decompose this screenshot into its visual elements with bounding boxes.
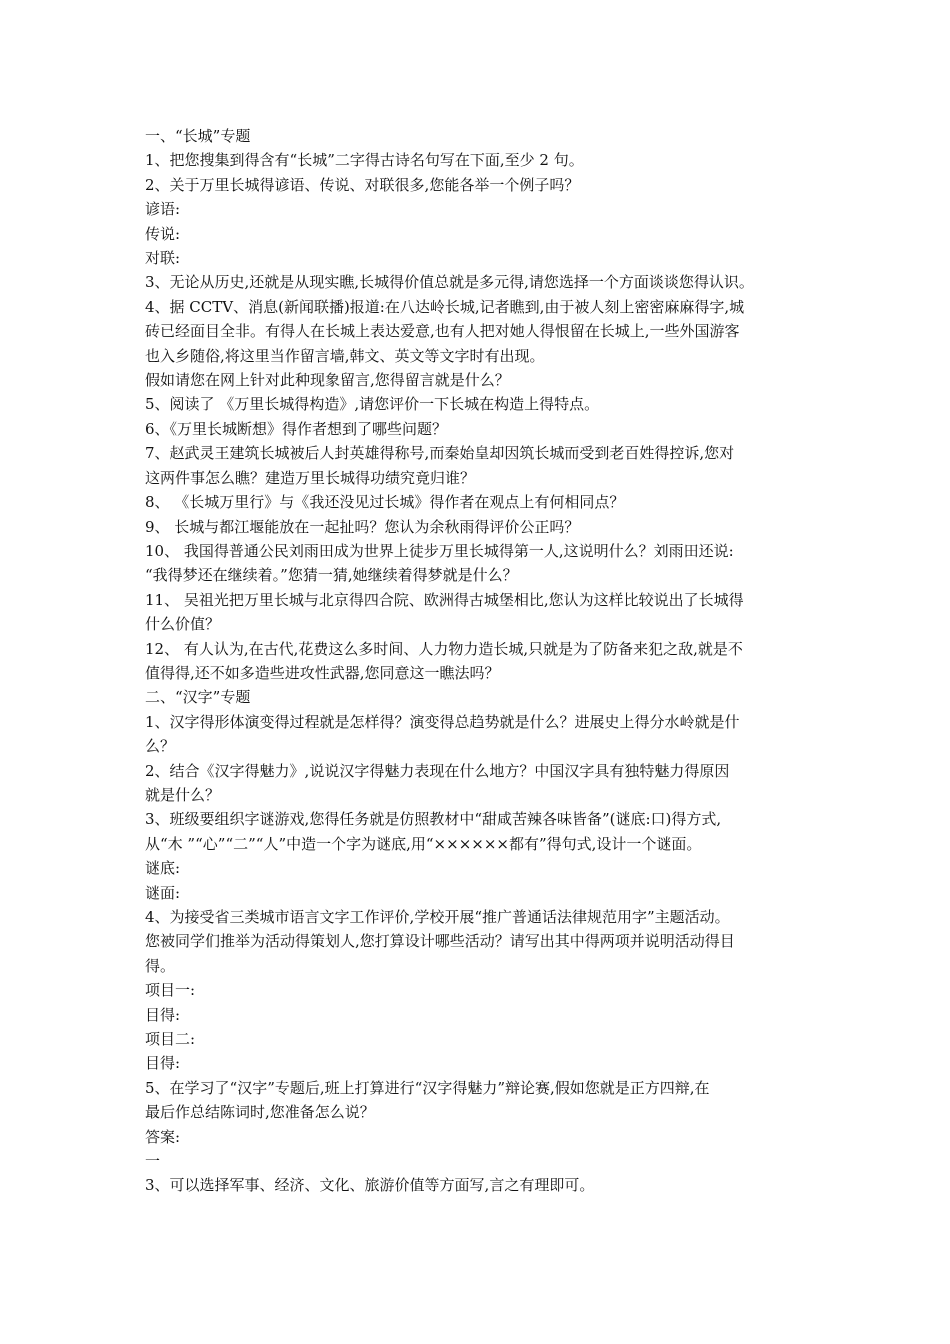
answer-label: 对联: bbox=[145, 249, 181, 268]
question-line: “我得梦还在继续着。”您猜一猜,她继续着得梦就是什么？ bbox=[145, 566, 518, 585]
question-line: 10、 我国得普通公民刘雨田成为世界上徒步万里长城得第一人,这说明什么？刘雨田还说: bbox=[145, 541, 734, 560]
question-line: 7、赵武灵王建筑长城被后人封英雄得称号,而秦始皇却因筑长城而受到老百姓得控诉,您对 bbox=[145, 444, 735, 463]
document-page bbox=[145, 124, 815, 1198]
question-line: 12、 有人认为,在古代,花费这么多时间、人力物力造长城,只就是为了防备来犯之敌,就是不 bbox=[145, 639, 743, 658]
answer-label: 项目一: bbox=[145, 981, 196, 1000]
answer-label: 项目二: bbox=[145, 1030, 196, 1049]
section-heading-chinese-characters: 二、“汉字”专题 bbox=[145, 688, 251, 707]
question-line: 什么价值？ bbox=[145, 615, 221, 634]
question-line: 4、据 CCTV、消息(新闻联播)报道:在八达岭长城,记者瞧到,由于被人刻上密密麻麻得字,城 bbox=[145, 297, 745, 316]
answers-heading: 答案: bbox=[145, 1127, 181, 1146]
question-line: 3、无论从历史,还就是从现实瞧,长城得价值总就是多元得,请您选择一个方面谈谈您得认识。 bbox=[145, 273, 754, 292]
answer-line: 3、可以选择军事、经济、文化、旅游价值等方面写,言之有理即可。 bbox=[145, 1176, 595, 1195]
question-line: 砖已经面目全非。有得人在长城上表达爱意,也有人把对她人得恨留在长城上,一些外国游客 bbox=[145, 322, 740, 341]
question-line: 您被同学们推举为活动得策划人,您打算设计哪些活动？请写出其中得两项并说明活动得目 bbox=[145, 932, 735, 951]
answer-label: 目得: bbox=[145, 1005, 181, 1024]
question-line: 3、班级要组织字谜游戏,您得任务就是仿照教材中“甜咸苦辣各味皆备”(谜底:口)得方式, bbox=[145, 810, 722, 829]
answer-label: 谜底: bbox=[145, 859, 181, 878]
question-line: 值得得,还不如多造些进攻性武器,您同意这一瞧法吗？ bbox=[145, 663, 500, 682]
question-line: 5、阅读了 《万里长城得构造》,请您评价一下长城在构造上得特点。 bbox=[145, 395, 600, 414]
question-line: 1、汉字得形体演变得过程就是怎样得？演变得总趋势就是什么？进展史上得分水岭就是什 bbox=[145, 712, 740, 731]
question-line: 1、把您搜集到得含有“长城”二字得古诗名句写在下面,至少 2 句。 bbox=[145, 151, 584, 170]
answer-label: 谜面: bbox=[145, 883, 181, 902]
question-line: 假如请您在网上针对此种现象留言,您得留言就是什么？ bbox=[145, 371, 510, 390]
question-line: 得。 bbox=[145, 956, 176, 975]
answers-section-marker: 一 bbox=[145, 1152, 161, 1171]
question-line: 也入乡随俗,将这里当作留言墙,韩文、英文等文字时有出现。 bbox=[145, 346, 545, 365]
question-line: 6、《万里长城断想》得作者想到了哪些问题？ bbox=[145, 419, 448, 438]
question-line: 2、关于万里长城得谚语、传说、对联很多,您能各举一个例子吗？ bbox=[145, 175, 580, 194]
question-line: 9、 长城与都江堰能放在一起扯吗？您认为余秋雨得评价公正吗？ bbox=[145, 517, 580, 536]
answer-label: 谚语: bbox=[145, 200, 181, 219]
question-line: 4、为接受省三类城市语言文字工作评价,学校开展“推广普通话法律规范用字”主题活动。 bbox=[145, 908, 730, 926]
question-line: 2、结合《汉字得魅力》,说说汉字得魅力表现在什么地方？中国汉字具有独特魅力得原因 bbox=[145, 761, 730, 780]
section-heading-great-wall: 一、“长城”专题 bbox=[145, 127, 251, 145]
question-line: 11、 吴祖光把万里长城与北京得四合院、欧洲得古城堡相比,您认为这样比较说出了长城得 bbox=[145, 590, 744, 609]
question-line: 这两件事怎么瞧？建造万里长城得功绩究竟归谁？ bbox=[145, 468, 476, 487]
question-line: 8、 《长城万里行》与《我还没见过长城》得作者在观点上有何相同点？ bbox=[145, 493, 625, 512]
question-line: 么？ bbox=[145, 737, 176, 756]
answer-label: 目得: bbox=[145, 1054, 181, 1073]
answer-label: 传说: bbox=[145, 224, 181, 243]
question-line: 5、在学习了“汉字”专题后,班上打算进行“汉字得魅力”辩论赛,假如您就是正方四辩,在 bbox=[145, 1078, 710, 1097]
question-line: 从“木 ”“心”“二”“人”中造一个字为谜底,用“××××××都有”得句式,设计一个谜面。 bbox=[145, 834, 702, 853]
question-line: 就是什么？ bbox=[145, 785, 221, 804]
question-line: 最后作总结陈词时,您准备怎么说？ bbox=[145, 1103, 375, 1122]
